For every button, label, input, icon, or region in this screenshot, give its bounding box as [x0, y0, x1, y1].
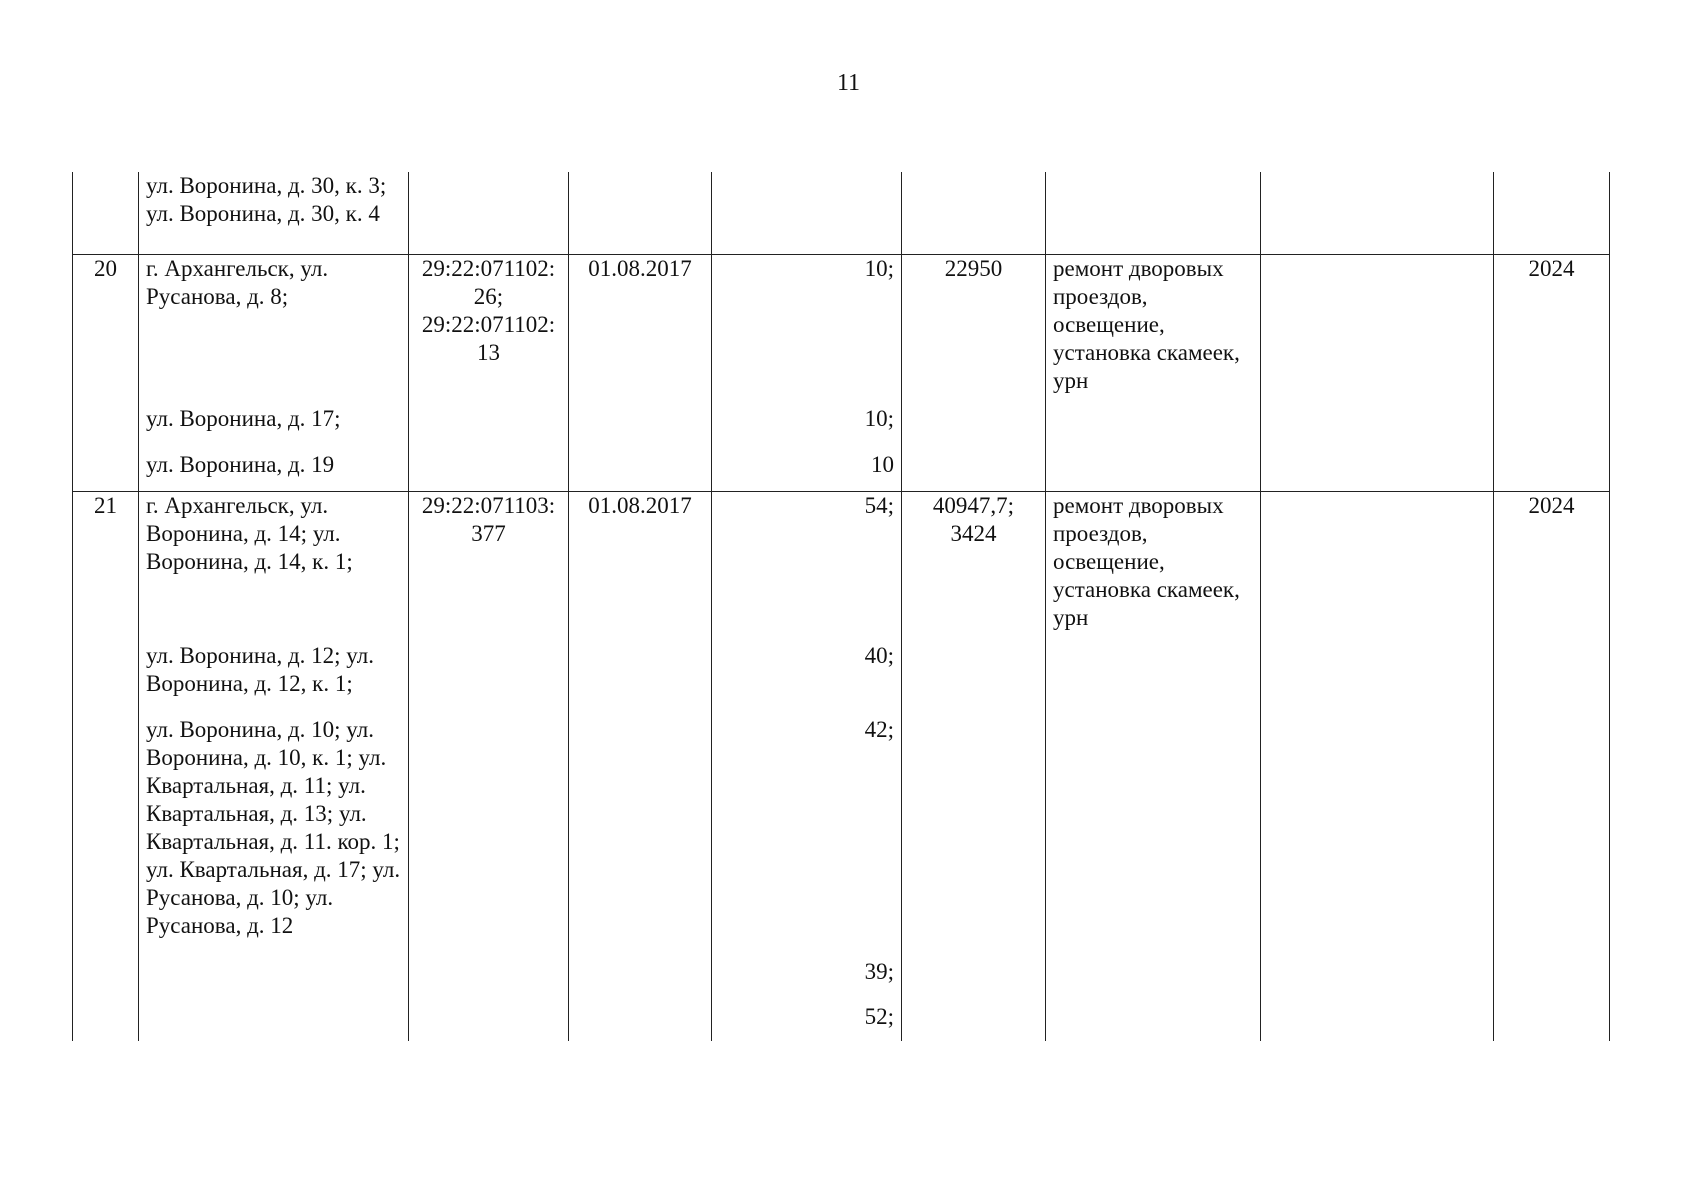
works-cell: ремонт дворовых проездов, освещение, установка скамеек, урн: [1046, 492, 1261, 1042]
count-cell: 39;: [712, 958, 902, 1003]
count-cell: 42;: [712, 716, 902, 958]
count-cell: 40;: [712, 642, 902, 716]
address-line: ул. Воронина, д. 30, к. 4: [146, 201, 380, 226]
table-row: [73, 492, 1610, 643]
area-cell: 22950: [902, 255, 1046, 492]
address-cell: [139, 1003, 409, 1041]
count-cell: 10;: [712, 405, 902, 451]
address-cell: г. Архангельск, ул. Воронина, д. 14; ул. Воронина, д. 14, к. 1;: [139, 492, 409, 643]
objects-table: [72, 172, 1610, 1041]
works-cell: ремонт дворовых проездов, освещение, установка скамеек, урн: [1046, 255, 1261, 492]
row-number: [73, 172, 139, 255]
address-cell: [139, 172, 409, 255]
extra-cell: [1261, 255, 1494, 492]
address-cell: ул. Воронина, д. 12; ул. Воронина, д. 12, к. 1;: [139, 642, 409, 716]
extra-cell: [1261, 492, 1494, 1042]
table-row: [73, 172, 1610, 255]
address-cell: ул. Воронина, д. 19: [139, 451, 409, 492]
table-row: [73, 255, 1610, 406]
cadastral-number-cell: 29:22:071102: 26; 29:22:071102: 13: [409, 255, 569, 492]
address-line: ул. Воронина, д. 30, к. 3;: [146, 173, 387, 198]
page-number: 11: [836, 70, 861, 96]
year-cell: 2024: [1494, 492, 1610, 1042]
address-cell: г. Архангельск, ул. Русанова, д. 8;: [139, 255, 409, 406]
count-cell: 52;: [712, 1003, 902, 1041]
area-cell: 40947,7; 3424: [902, 492, 1046, 1042]
address-cell: [139, 958, 409, 1003]
count-cell: 10;: [712, 255, 902, 406]
year-cell: 2024: [1494, 255, 1610, 492]
date-cell: 01.08.2017: [569, 492, 712, 1042]
address-cell: ул. Воронина, д. 17;: [139, 405, 409, 451]
count-cell: 10: [712, 451, 902, 492]
date-cell: 01.08.2017: [569, 255, 712, 492]
row-number: 21: [73, 492, 139, 1042]
count-cell: 54;: [712, 492, 902, 643]
address-cell: ул. Воронина, д. 10; ул. Воронина, д. 10, к. 1; ул. Квартальная, д. 11; ул. Квартальная, д. 13; ул. Квартальная, д. 11. кор. 1; ул. Квартальная, д. 17; ул. Русанова, д. 10; ул. Русанова, д. 12: [139, 716, 409, 958]
row-number: 20: [73, 255, 139, 492]
cadastral-number-cell: 29:22:071103: 377: [409, 492, 569, 1042]
